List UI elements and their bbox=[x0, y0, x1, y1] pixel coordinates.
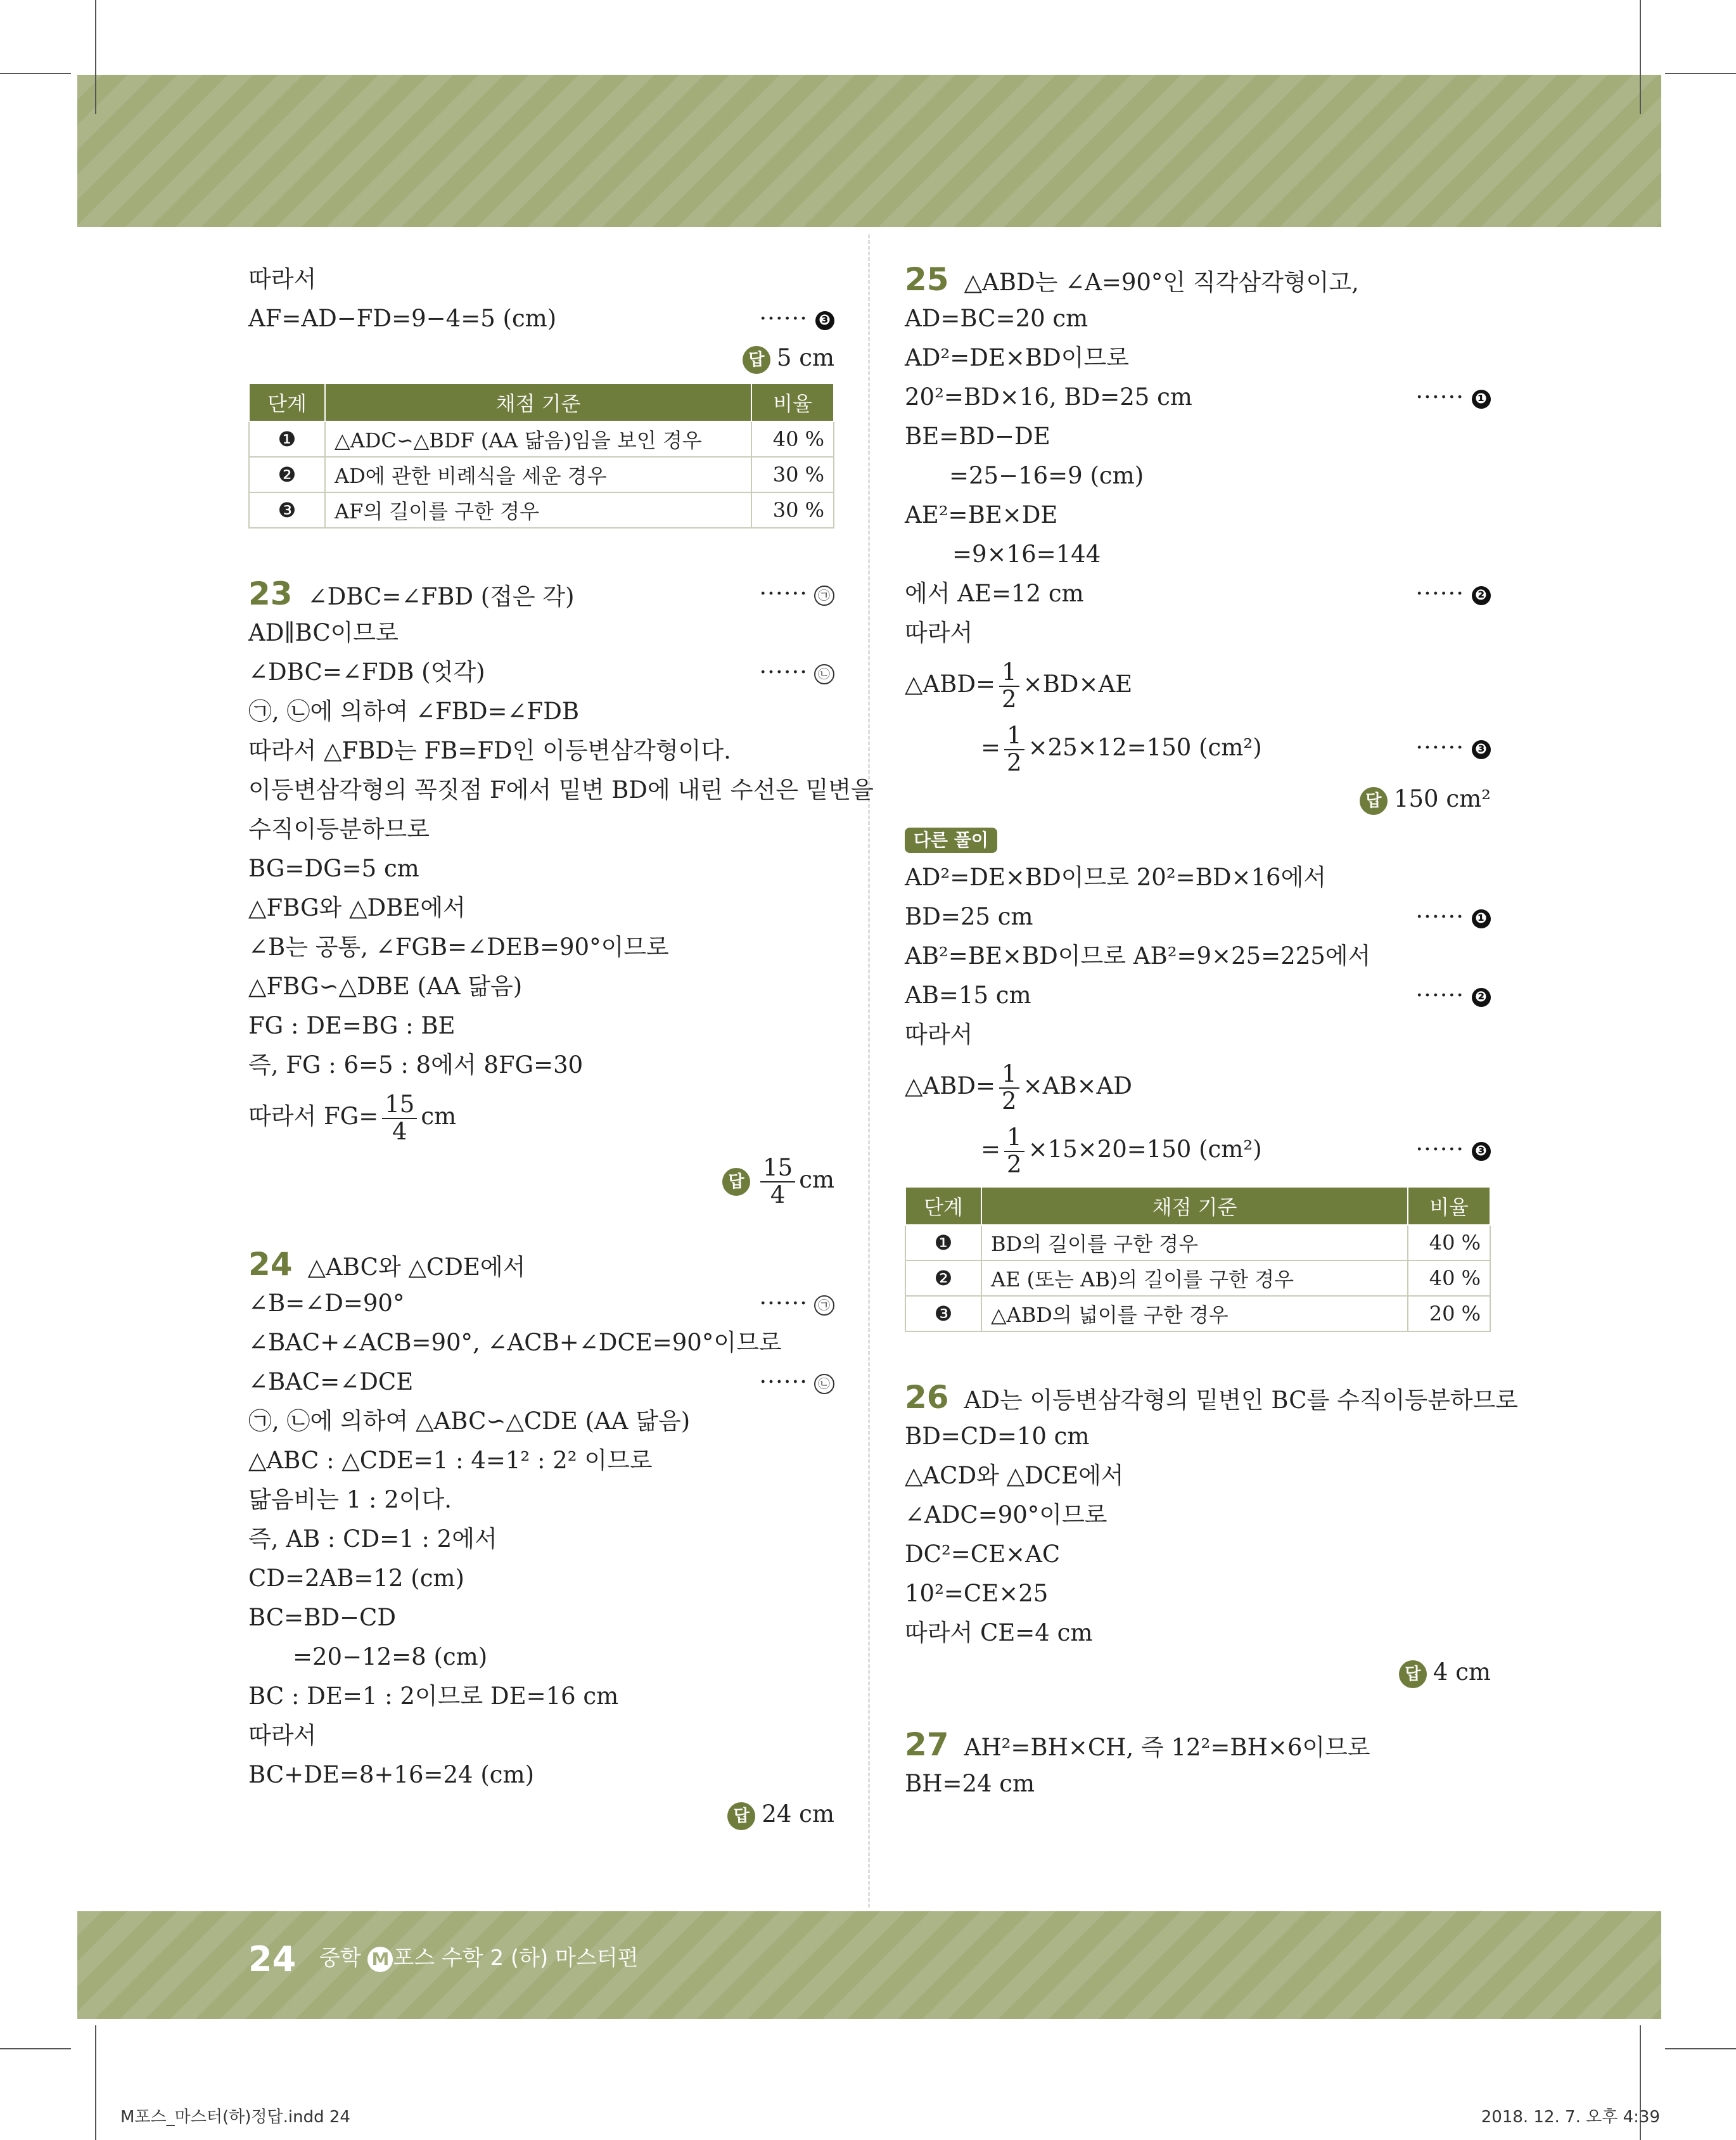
text-line: =25−16=9 (cm) bbox=[949, 462, 1144, 489]
answer-badge: 답 bbox=[743, 346, 770, 374]
text-line: 에서 AE=12 cm ······ ❷ bbox=[905, 574, 1491, 613]
crop-mark bbox=[95, 2025, 96, 2140]
table-row: ❷ AE (또는 AB)의 길이를 구한 경우 40 % bbox=[905, 1260, 1490, 1296]
text-line: FG : DE=BG : BE bbox=[248, 1012, 456, 1039]
answer-line: 답 24 cm bbox=[248, 1795, 834, 1834]
text-line: BC+DE=8+16=24 (cm) bbox=[248, 1761, 535, 1788]
text-line: =20−12=8 (cm) bbox=[293, 1643, 488, 1670]
text-line: 즉, FG : 6=5 : 8에서 8FG=30 bbox=[248, 1051, 584, 1079]
text-line: 따라서 bbox=[248, 266, 317, 293]
text-line: 이등변삼각형의 꼭짓점 F에서 밑변 BD에 내린 수선은 밑변을 bbox=[248, 776, 874, 804]
text-line: ∠B는 공통, ∠FGB=∠DEB=90°이므로 bbox=[248, 933, 669, 961]
answer-line: 답 150 cm² bbox=[905, 779, 1491, 819]
crop-mark bbox=[1665, 2048, 1736, 2049]
problem-number: 25 bbox=[905, 261, 949, 298]
text-line: △ACD와 △DCE에서 bbox=[905, 1462, 1124, 1489]
fraction: $\frac{1}{2}$ bbox=[999, 660, 1019, 712]
crop-mark bbox=[1640, 0, 1641, 114]
text-line: 따라서 bbox=[905, 1021, 973, 1048]
header-band bbox=[77, 75, 1661, 227]
text-line: △ABC : △CDE=1 : 4=1² : 2² 이므로 bbox=[248, 1447, 653, 1474]
text-line: BD=25 cm ······ ❶ bbox=[905, 897, 1491, 937]
table-row: ❷ AD에 관한 비례식을 세운 경우 30 % bbox=[249, 457, 834, 492]
text-line: 따라서 FG= $\frac{15}{4}$ cm bbox=[248, 1090, 457, 1145]
text-line: ∠DBC=∠FBD (접은 각) bbox=[307, 583, 575, 610]
text-line: BC : DE=1 : 2이므로 DE=16 cm bbox=[248, 1682, 619, 1710]
text-line: BH=24 cm bbox=[905, 1770, 1035, 1797]
text-line: ㉠, ㉡에 의하여 △ABC∽△CDE (AA 닮음) bbox=[248, 1407, 691, 1435]
text-line: DC²=CE×AC bbox=[905, 1541, 1061, 1568]
text-line: AD²=DE×BD이므로 20²=BD×16에서 bbox=[905, 864, 1327, 891]
text-line: AD²=DE×BD이므로 bbox=[905, 344, 1129, 371]
problem-number: 23 bbox=[248, 575, 293, 612]
text-line: 즉, AB : CD=1 : 2에서 bbox=[248, 1525, 497, 1553]
text-line: ∠DBC=∠FDB (엇각) ······ ㉡ bbox=[248, 653, 834, 692]
crop-mark bbox=[0, 73, 71, 74]
problem-25-header: 25 △ABD는 ∠A=90°인 직각삼각형이고, bbox=[905, 261, 1359, 298]
text-line: 수직이등분하므로 bbox=[248, 816, 430, 843]
m-logo-icon: M bbox=[367, 1947, 393, 1972]
crop-mark bbox=[1665, 73, 1736, 74]
answer-badge: 답 bbox=[1399, 1660, 1427, 1688]
text-line: CD=2AB=12 (cm) bbox=[248, 1565, 464, 1592]
text-line: 따라서 △FBD는 FB=FD인 이등변삼각형이다. bbox=[248, 737, 731, 764]
fraction: $\frac{1}{2}$ bbox=[999, 1061, 1019, 1114]
text-line: 따라서 bbox=[905, 619, 973, 646]
problem-26-header: 26 AD는 이등변삼각형의 밑변인 BC를 수직이등분하므로 bbox=[905, 1379, 1519, 1416]
table-row: ❶ △ADC∽△BDF (AA 닮음)임을 보인 경우 40 % bbox=[249, 421, 834, 457]
text-line: ∠B=∠D=90° ······ ㉠ bbox=[248, 1284, 834, 1323]
problem-number: 26 bbox=[905, 1379, 949, 1416]
text-line: BG=DG=5 cm bbox=[248, 855, 419, 882]
text-line: AD∥BC이므로 bbox=[248, 619, 399, 646]
step-3-marker: ❸ bbox=[815, 311, 834, 330]
text-line: △FBG∽△DBE (AA 닮음) bbox=[248, 973, 523, 1000]
text-line: = $\frac{1}{2}$ ×25×12=150 (cm²) ······ ❸ bbox=[905, 716, 1491, 779]
page-number: 24 bbox=[248, 1939, 297, 1979]
text-line: 20²=BD×16, BD=25 cm ······ ❶ bbox=[905, 378, 1491, 417]
left-column bbox=[248, 260, 874, 1834]
file-name: M포스_마스터(하)정답.indd 24 bbox=[120, 2108, 350, 2127]
text-line: = $\frac{1}{2}$ ×15×20=150 (cm²) ······ ❸ bbox=[905, 1118, 1491, 1181]
text-line: AB=15 cm ······ ❷ bbox=[905, 976, 1491, 1015]
dots: ······ bbox=[759, 305, 808, 332]
answer-badge: 답 bbox=[722, 1168, 750, 1196]
text-line: △FBG와 △DBE에서 bbox=[248, 894, 466, 921]
fraction: $\frac{15}{4}$ bbox=[382, 1092, 417, 1144]
text-line: △ABD= $\frac{1}{2}$ ×BD×AE bbox=[905, 658, 1133, 713]
text-line: AD=BC=20 cm bbox=[905, 305, 1088, 332]
right-column bbox=[905, 260, 1519, 1804]
problem-23-header: 23 ∠DBC=∠FBD (접은 각) ······ ㉠ bbox=[248, 574, 834, 613]
answer-line: 답 $\frac{15}{4}$ cm bbox=[248, 1148, 834, 1212]
text-line: ㉠, ㉡에 의하여 ∠FBD=∠FDB bbox=[248, 698, 580, 725]
table-row: ❸ AF의 길이를 구한 경우 30 % bbox=[249, 492, 834, 528]
fraction: $\frac{15}{4}$ bbox=[760, 1155, 795, 1208]
text-line: AF=AD−FD=9−4=5 (cm) ······ ❸ bbox=[248, 299, 834, 338]
footer-title: 24 중학 M 포스 수학 2 (하) 마스터편 bbox=[248, 1939, 639, 1979]
answer-badge: 답 bbox=[727, 1802, 755, 1830]
text-line: 따라서 CE=4 cm bbox=[905, 1619, 1093, 1646]
text-line: BC=BD−CD bbox=[248, 1604, 397, 1631]
problem-number: 24 bbox=[248, 1246, 293, 1283]
scoring-table-2: 단계 채점 기준 비율 ❶ BD의 길이를 구한 경우 40 % ❷ AE (또는 AB)의 길이를 구한 경우 40 % ❸ △ABD의 넓이를 구한 경우 20 % bbox=[905, 1186, 1491, 1332]
alt-solution-tag: 다른 풀이 bbox=[905, 828, 997, 853]
text-line: ∠BAC+∠ACB=90°, ∠ACB+∠DCE=90°이므로 bbox=[248, 1329, 782, 1356]
problem-number: 27 bbox=[905, 1726, 949, 1763]
text-line: BD=CD=10 cm bbox=[905, 1423, 1090, 1450]
fraction: $\frac{1}{2}$ bbox=[1004, 1125, 1024, 1177]
fraction: $\frac{1}{2}$ bbox=[1004, 723, 1024, 776]
text-line: △ABD= $\frac{1}{2}$ ×AB×AD bbox=[905, 1060, 1132, 1115]
text-line: 따라서 bbox=[248, 1722, 317, 1749]
table-row: ❶ BD의 길이를 구한 경우 40 % bbox=[905, 1225, 1490, 1260]
print-timestamp: 2018. 12. 7. 오후 4:39 bbox=[1481, 2108, 1660, 2127]
text-line: 닮음비는 1 : 2이다. bbox=[248, 1486, 452, 1513]
text-line: ∠ADC=90°이므로 bbox=[905, 1501, 1107, 1528]
problem-24-header: 24 △ABC와 △CDE에서 bbox=[248, 1246, 526, 1283]
text-line: AE²=BE×DE bbox=[905, 501, 1058, 529]
answer-line: 답 4 cm bbox=[905, 1653, 1491, 1692]
table-row: ❸ △ABD의 넓이를 구한 경우 20 % bbox=[905, 1296, 1490, 1331]
column-divider bbox=[868, 234, 870, 1907]
text-line: =9×16=144 bbox=[952, 541, 1101, 568]
answer-line: 답 5 cm bbox=[248, 338, 834, 378]
text-line: 10²=CE×25 bbox=[905, 1580, 1049, 1607]
text-line: ∠BAC=∠DCE ······ ㉡ bbox=[248, 1362, 834, 1402]
scoring-table-1: 단계 채점 기준 비율 ❶ △ADC∽△BDF (AA 닮음)임을 보인 경우 40 % ❷ AD에 관한 비례식을 세운 경우 30 % ❸ AF의 길이를 구한 경우 30 % bbox=[248, 383, 834, 529]
crop-mark bbox=[0, 2048, 71, 2049]
crop-mark bbox=[95, 0, 96, 114]
text-line: AB²=BE×BD이므로 AB²=9×25=225에서 bbox=[905, 942, 1371, 970]
answer-badge: 답 bbox=[1360, 787, 1388, 815]
alt-solution-tag-line bbox=[905, 819, 1491, 858]
problem-27-header: 27 AH²=BH×CH, 즉 12²=BH×6이므로 bbox=[905, 1726, 1370, 1763]
text-line: BE=BD−DE bbox=[905, 423, 1050, 450]
